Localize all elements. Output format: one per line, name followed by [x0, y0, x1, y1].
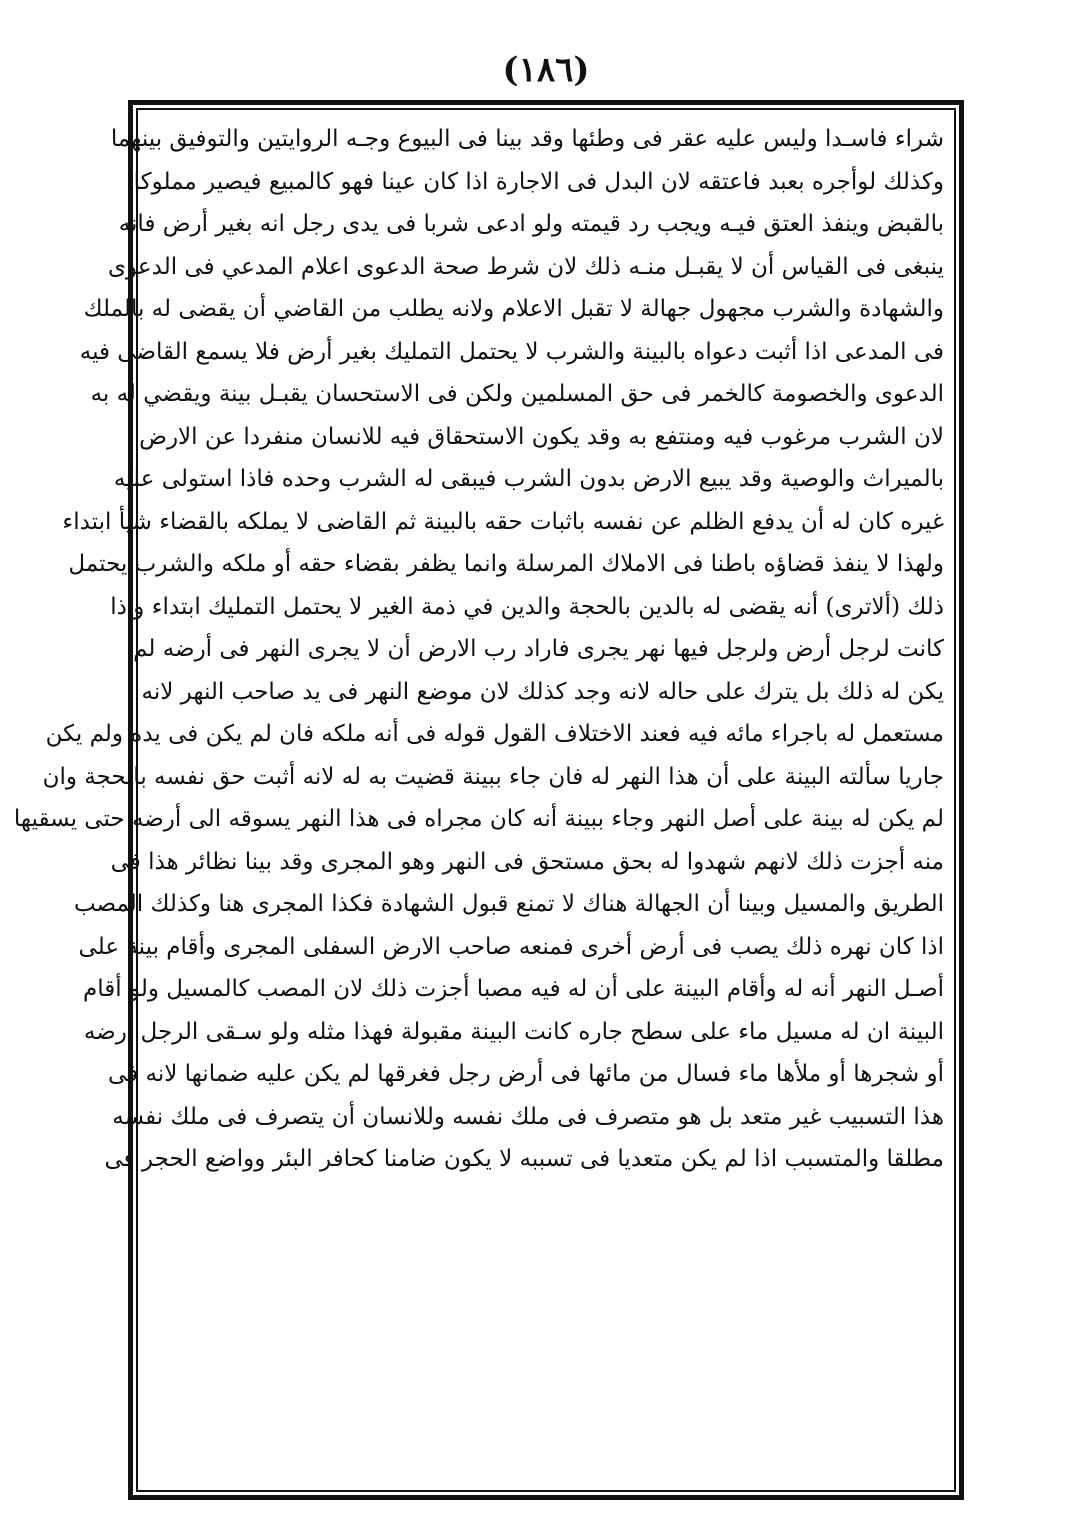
text-line: شراء فاسـدا وليس عليه عقر فى وطئها وقد بينا فى البيوع وجـه الروايتين والتوفيق بينهما	[110, 126, 944, 152]
text-line: أصـل النهر أنه له وأقام البينة على أن له فيه مصبا أجزت ذلك لان المصب كالمسيل ولو أقام	[83, 976, 944, 1002]
text-line: وكذلك لوأجره بعبد فاعتقه لان البدل فى الاجارة اذا كان عينا فهو كالمبيع فيصير مملوكا	[133, 168, 944, 195]
text-line: لان الشرب مرغوب فيه ومنتفع به وقد يكون الاستحقاق فيه للانسان منفردا عن الارض	[139, 423, 944, 450]
page-number: (١٨٦)	[502, 50, 590, 90]
text-line: الطريق والمسيل وبينا أن الجهالة هناك لا تمنع قبول الشهادة فكذا المجرى هنا وكذلك المصب	[73, 891, 944, 917]
text-line: هذا التسبيب غير متعد بل هو متصرف فى ملك نفسه وللانسان أن يتصرف فى ملك نفسه	[112, 1103, 944, 1130]
text-body	[13, 118, 944, 1478]
text-line: مطلقا والمتسبب اذا لم يكن متعديا فى تسببه لا يكون ضامنا كحافر البئر وواضع الحجر فى	[104, 1146, 944, 1172]
text-line: بالقبض وينفذ العتق فيـه ويجب رد قيمته ولو ادعى شربا فى يدى رجل انه بغير أرض فانه	[118, 211, 944, 237]
text-line: منه أجزت ذلك لانهم شهدوا له بحق مستحق فى النهر وهو المجرى وقد بينا نظائر هذا فى	[110, 848, 944, 875]
text-line: مستعمل له باجراء مائه فيه فعند الاختلاف القول قوله فى أنه ملكه فان لم يكن فى يده ولم يكن	[45, 721, 944, 747]
text-line: ذلك (ألاترى) أنه يقضى له بالدين بالحجة والدين في ذمة الغير لا يحتمل التمليك ابتداء واذا	[110, 593, 944, 620]
text-line: يكن له ذلك بل يترك على حاله لانه وجد كذلك لان موضع النهر فى يد صاحب النهر لانه	[141, 678, 944, 705]
text-line: أو شجرها أو ملأها ماء فسال من مائها فى أرض رجل فغرقها لم يكن عليه ضمانها لانه فى	[108, 1061, 944, 1087]
text-line: البينة ان له مسيل ماء على سطح جاره كانت البينة مقبولة فهذا مثله ولو سـقى الرجل أرضه	[83, 1018, 944, 1045]
text-line: والشهادة والشرب مجهول جهالة لا تقبل الاعلام ولانه يطلب من القاضي أن يقضى له بالملك	[83, 296, 944, 322]
text-line: لم يكن له بينة على أصل النهر وجاء ببينة أنه كان مجراه فى هذا النهر يسوقه الى أرضه حتى يسقيها	[13, 806, 944, 832]
text-line: غيره كان له أن يدفع الظلم عن نفسه باثبات حقه بالبينة ثم القاضى لا يملكه بالقضاء شيأ ابتداء	[62, 508, 944, 535]
text-line: بالميراث والوصية وقد يبيع الارض بدون الشرب فيبقى له الشرب وحده فاذا استولى عليه	[113, 466, 944, 492]
text-line: كانت لرجل أرض ولرجل فيها نهر يجرى فاراد رب الارض أن لا يجرى النهر فى أرضه لم	[133, 636, 944, 662]
text-line: ينبغى فى القياس أن لا يقبـل منـه ذلك لان شرط صحة الدعوى اعلام المدعي فى الدعوى	[108, 253, 944, 280]
text-line: جاريا سألته البينة على أن هذا النهر له فان جاء ببينة قضيت به له لانه أثبت حق نفسه بالحجة وان	[42, 763, 944, 790]
text-line: فى المدعى اذا أثبت دعواه بالبينة والشرب لا يحتمل التمليك بغير أرض فلا يسمع القاضى فيه	[79, 338, 944, 365]
text-line: اذا كان نهره ذلك يصب فى أرض أخرى فمنعه صاحب الارض السفلى المجرى وأقام بينة على	[78, 933, 944, 960]
text-line: ولهذا لا ينفذ قضاؤه باطنا فى الاملاك المرسلة وانما يظفر بقضاء حقه أو ملكه والشرب يحتمل	[68, 551, 944, 577]
text-line: الدعوى والخصومة كالخمر فى حق المسلمين ولكن فى الاستحسان يقبـل بينة ويقضي له به	[90, 381, 944, 407]
